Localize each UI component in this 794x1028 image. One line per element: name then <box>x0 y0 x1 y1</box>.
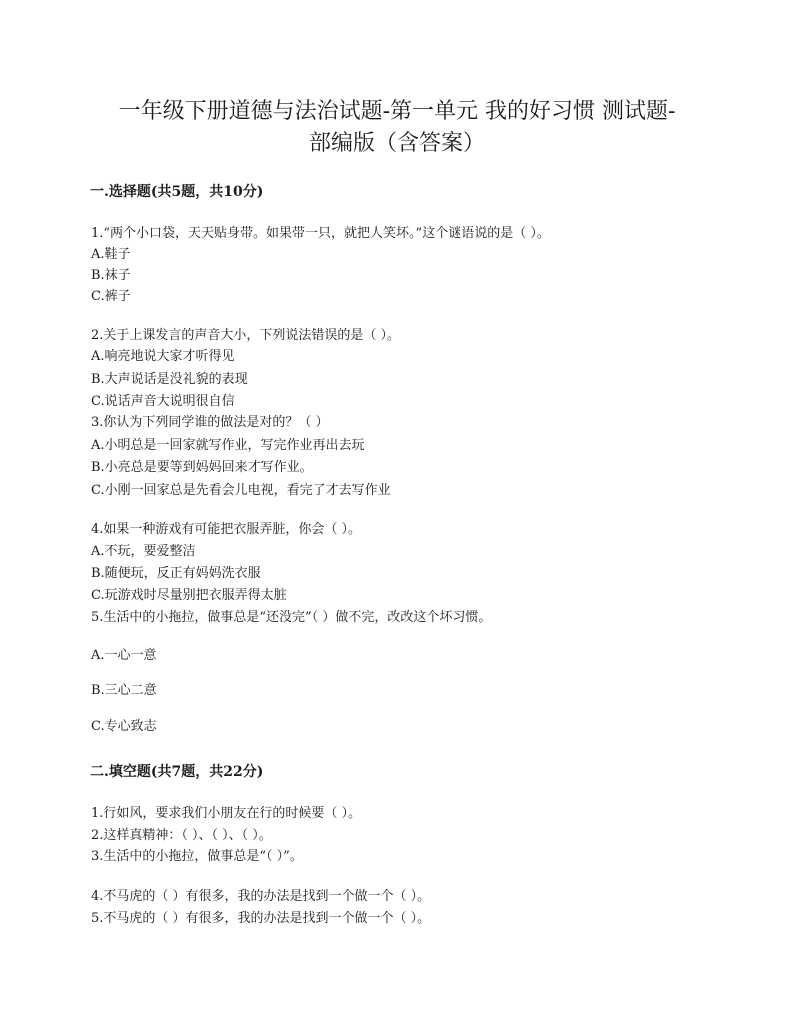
question-2-stem: 2.关于上课发言的声音大小，下列说法错误的是（ ）。 <box>91 328 401 343</box>
fill-question-1: 1.行如风，要求我们小朋友在行的时候要（ ）。 <box>91 806 362 821</box>
title-line-2: 部编版（含答案） <box>308 131 485 156</box>
question-1-option-a: A.鞋子 <box>91 247 131 262</box>
question-1-option-c: C.裤子 <box>91 289 131 304</box>
question-4-option-a: A.不玩，要爱整洁 <box>91 544 196 559</box>
question-2-option-c: C.说话声音大说明很自信 <box>91 394 235 409</box>
question-5-option-a: A.一心一意 <box>91 648 157 663</box>
page-title <box>60 96 734 160</box>
fill-question-3: 3.生活中的小拖拉，做事总是“（ ）”。 <box>91 849 303 864</box>
fill-question-5: 5.不马虎的（ ）有很多，我的办法是找到一个做一个（ ）。 <box>91 911 431 926</box>
question-2-option-a: A.响亮地说大家才听得见 <box>91 349 235 364</box>
question-5-stem: 5.生活中的小拖拉，做事总是“还没完”（ ）做不完，改改这个坏习惯。 <box>91 610 492 625</box>
question-2-option-b: B.大声说话是没礼貌的表现 <box>91 372 248 387</box>
question-4-option-b: B.随便玩，反正有妈妈洗衣服 <box>91 566 261 581</box>
question-3-stem: 3.你认为下列同学谁的做法是对的？（ ） <box>91 415 329 430</box>
question-4-option-c: C.玩游戏时尽量别把衣服弄得太脏 <box>91 588 287 603</box>
question-1-option-b: B.袜子 <box>91 268 131 283</box>
question-3-option-c: C.小刚一回家总是先看会儿电视，看完了才去写作业 <box>91 483 391 498</box>
section-heading-choice: 一.选择题(共5题，共10分) <box>90 184 264 200</box>
question-5-option-b: B.三心二意 <box>91 683 157 698</box>
fill-question-4: 4.不马虎的（ ）有很多，我的办法是找到一个做一个（ ）。 <box>91 889 431 904</box>
question-1-stem: 1.“两个小口袋，天天贴身带。如果带一只，就把人笑坏。”这个谜语说的是（ ）。 <box>91 226 550 241</box>
question-5-option-c: C.专心致志 <box>91 719 157 734</box>
question-4-stem: 4.如果一种游戏有可能把衣服弄脏，你会（ ）。 <box>91 522 362 537</box>
title-line-1: 一年级下册道德与法治试题-第一单元 我的好习惯 测试题- <box>118 99 676 124</box>
fill-question-2: 2.这样真精神：（ ）、（ ）、（ ）。 <box>91 828 272 843</box>
section-heading-fill: 二.填空题(共7题，共22分) <box>90 764 264 780</box>
question-3-option-b: B.小亮总是要等到妈妈回来才写作业。 <box>91 460 313 475</box>
question-3-option-a: A.小明总是一回家就写作业，写完作业再出去玩 <box>91 438 365 453</box>
